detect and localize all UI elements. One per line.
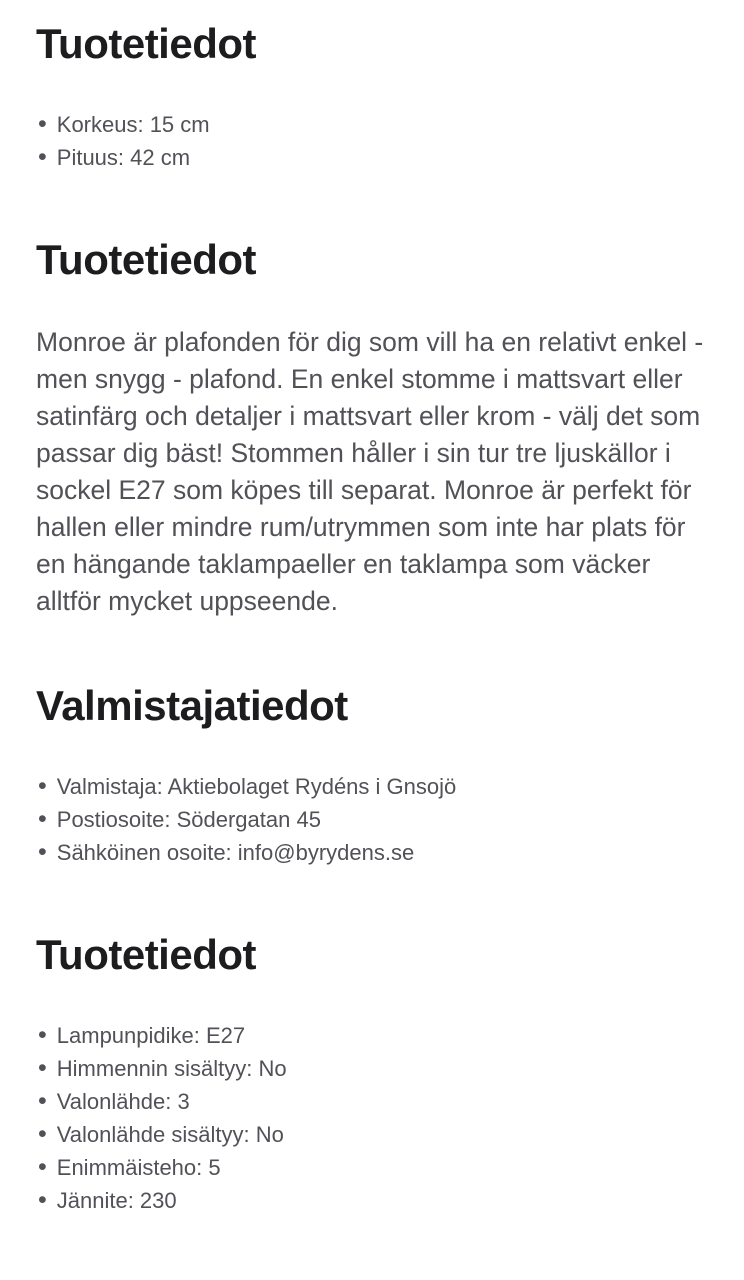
section-heading: Valmistajatiedot (36, 682, 348, 729)
bullet-icon: • (38, 1087, 47, 1115)
bullet-icon: • (38, 772, 47, 800)
section-manufacturer-info (36, 682, 712, 869)
section-heading: Tuotetiedot (36, 20, 257, 67)
bullet-icon: • (38, 1054, 47, 1082)
section-heading: Tuotetiedot (36, 931, 257, 978)
bullet-icon: • (38, 805, 47, 833)
list-item (36, 1019, 712, 1052)
spec-text-manufacturer: Valmistaja: Aktiebolaget Rydéns i Gnsojö (56, 774, 457, 799)
bullet-icon: • (38, 838, 47, 866)
section-product-dimensions (36, 20, 712, 174)
spec-text-postal-address: Postiosoite: Södergatan 45 (56, 807, 321, 832)
list-item (36, 803, 712, 836)
spec-text-voltage: Jännite: 230 (56, 1188, 177, 1213)
spec-text-email: Sähköinen osoite: info@byrydens.se (56, 840, 415, 865)
product-details-page (36, 20, 712, 1217)
list-item (36, 1184, 712, 1217)
section-heading: Tuotetiedot (36, 236, 257, 283)
spec-text-height: Korkeus: 15 cm (56, 112, 210, 137)
bullet-icon: • (38, 1021, 47, 1049)
bullet-icon: • (38, 143, 47, 171)
list-item (36, 141, 712, 174)
bullet-icon: • (38, 1153, 47, 1181)
list-item (36, 1151, 712, 1184)
spec-text-light-source-count: Valonlähde: 3 (56, 1089, 190, 1114)
section-technical-specs (36, 931, 712, 1217)
section-product-description (36, 236, 712, 620)
spec-text-length: Pituus: 42 cm (56, 145, 191, 170)
list-item (36, 1085, 712, 1118)
spec-text-light-source-included: Valonlähde sisältyy: No (56, 1122, 284, 1147)
spec-text-dimmer-included: Himmennin sisältyy: No (56, 1056, 287, 1081)
bullet-icon: • (38, 1186, 47, 1214)
spec-list-dimensions (36, 108, 712, 174)
product-description-text: Monroe är plafonden för dig som vill ha en relativt enkel - men snygg - plafond. En enkel stomme i mattsvart eller satinfärg och detaljer i mattsvart eller krom - välj det som passar dig bäst! Stommen håller i sin tur tre ljuskällor i sockel E27 som köpes till separat. Monroe är perfekt för hallen eller mindre rum/utrymmen som inte har plats för en hängande taklampaeller en taklampa som väcker alltför mycket uppseende. (36, 327, 704, 616)
bullet-icon: • (38, 110, 47, 138)
list-item (36, 836, 712, 869)
list-item (36, 1118, 712, 1151)
bullet-icon: • (38, 1120, 47, 1148)
spec-text-max-power: Enimmäisteho: 5 (56, 1155, 221, 1180)
spec-list-technical (36, 1019, 712, 1217)
spec-text-lamp-holder: Lampunpidike: E27 (56, 1023, 246, 1048)
spec-list-manufacturer (36, 770, 712, 869)
list-item (36, 770, 712, 803)
list-item (36, 1052, 712, 1085)
list-item (36, 108, 712, 141)
